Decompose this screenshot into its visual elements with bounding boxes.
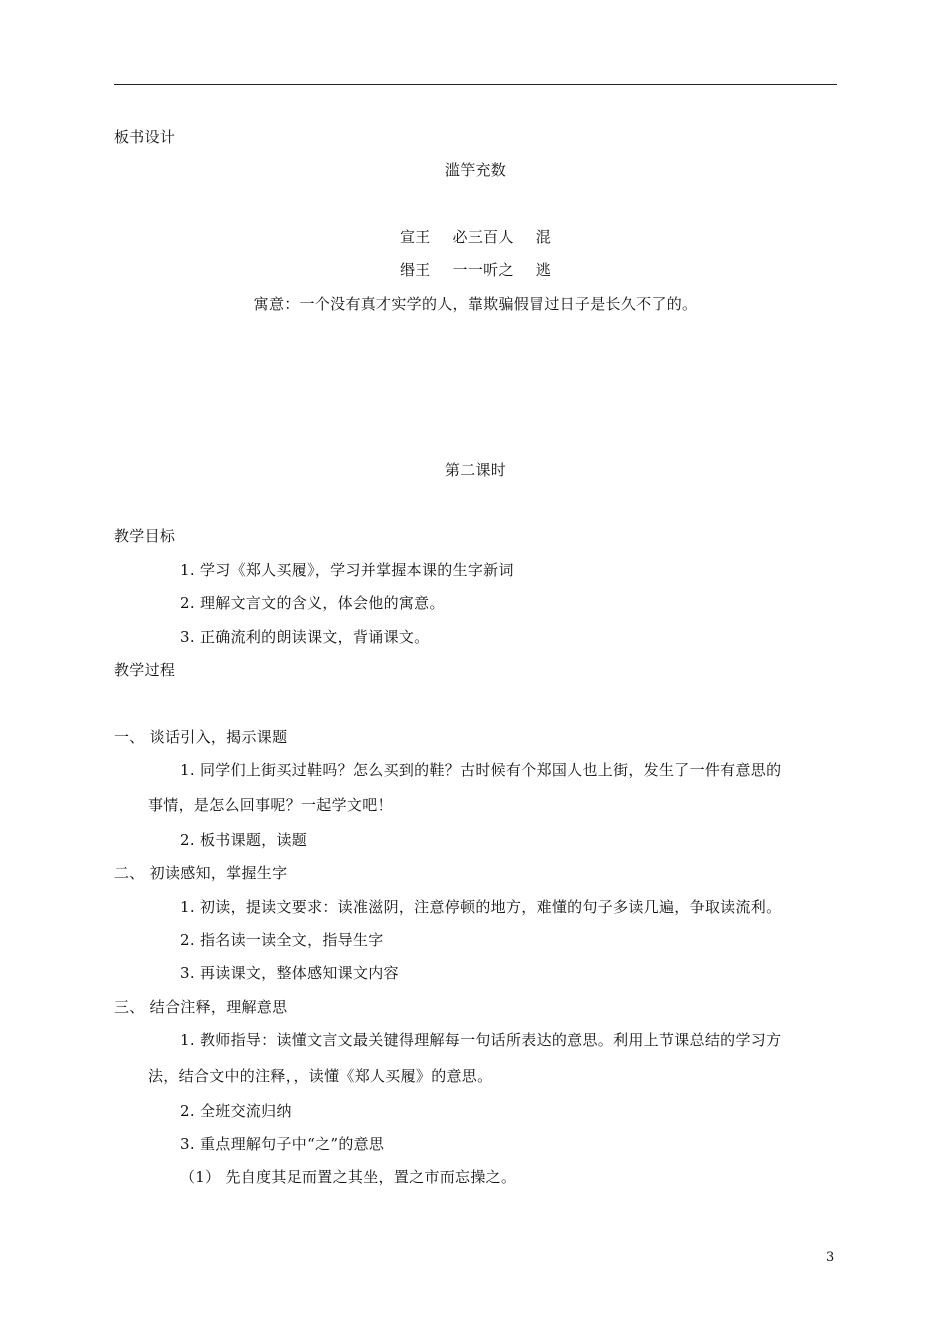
- section-item-continuation: 事情，是怎么回事呢？一起学文吧！: [148, 796, 393, 814]
- section-heading: 二、 初读感知，掌握生字: [114, 864, 288, 882]
- section-subitem: （1） 先自度其足而置之其坐，置之市而忘操之。: [180, 1168, 517, 1186]
- board-row-1: [114, 227, 837, 247]
- board-row-1-col-2: 必三百人: [452, 228, 514, 246]
- section-item-continuation: 法，结合文中的注释，，读懂《郑人买履》的意思。: [148, 1067, 493, 1085]
- process-heading: 教学过程: [114, 661, 176, 679]
- goal-item: 1. 学习《郑人买履》，学习并掌握本课的生字新词: [180, 561, 514, 579]
- board-row-1-col-1: 宣王: [399, 228, 431, 246]
- section-item: 2. 全班交流归纳: [180, 1102, 292, 1120]
- board-row-2-col-3: 逃: [535, 261, 552, 279]
- board-title: 滥竽充数: [444, 161, 507, 179]
- goals-heading: 教学目标: [114, 527, 176, 545]
- section-item: 1. 教师指导：读懂文言文最关键得理解每一句话所表达的意思。利用上节课总结的学习方: [180, 1031, 782, 1049]
- header-rule: [114, 84, 837, 85]
- section-item: 2. 板书课题，读题: [180, 831, 308, 849]
- section-heading: 三、 结合注释，理解意思: [114, 998, 288, 1016]
- board-moral: 寓意：一个没有真才实学的人，靠欺骗假冒过日子是长久不了的。: [253, 295, 698, 313]
- section-item: 1. 同学们上街买过鞋吗？怎么买到的鞋？古时候有个郑国人也上街，发生了一件有意思的: [180, 761, 782, 779]
- section-item: 3. 重点理解句子中“之”的意思: [180, 1135, 385, 1153]
- lesson-title: 第二课时: [444, 461, 507, 479]
- board-row-2-col-1: 缗王: [399, 261, 431, 279]
- section-heading: 一、 谈话引入，揭示课题: [114, 728, 288, 746]
- board-row-2-col-2: 一一听之: [452, 261, 514, 279]
- section-item: 2. 指名读一读全文，指导生字: [180, 931, 384, 949]
- goal-item: 3. 正确流利的朗读课文，背诵课文。: [180, 628, 430, 646]
- board-design-heading: 板书设计: [114, 128, 176, 146]
- section-item: 1. 初读，提读文要求：读准滋阴，注意停顿的地方，难懂的句子多读几遍，争取读流利。: [180, 898, 782, 916]
- board-row-2: [114, 260, 837, 280]
- board-row-1-col-3: 混: [535, 228, 552, 246]
- section-item: 3. 再读课文，整体感知课文内容: [180, 964, 399, 982]
- goal-item: 2. 理解文言文的含义，体会他的寓意。: [180, 594, 445, 612]
- page-number: 3: [826, 1250, 835, 1265]
